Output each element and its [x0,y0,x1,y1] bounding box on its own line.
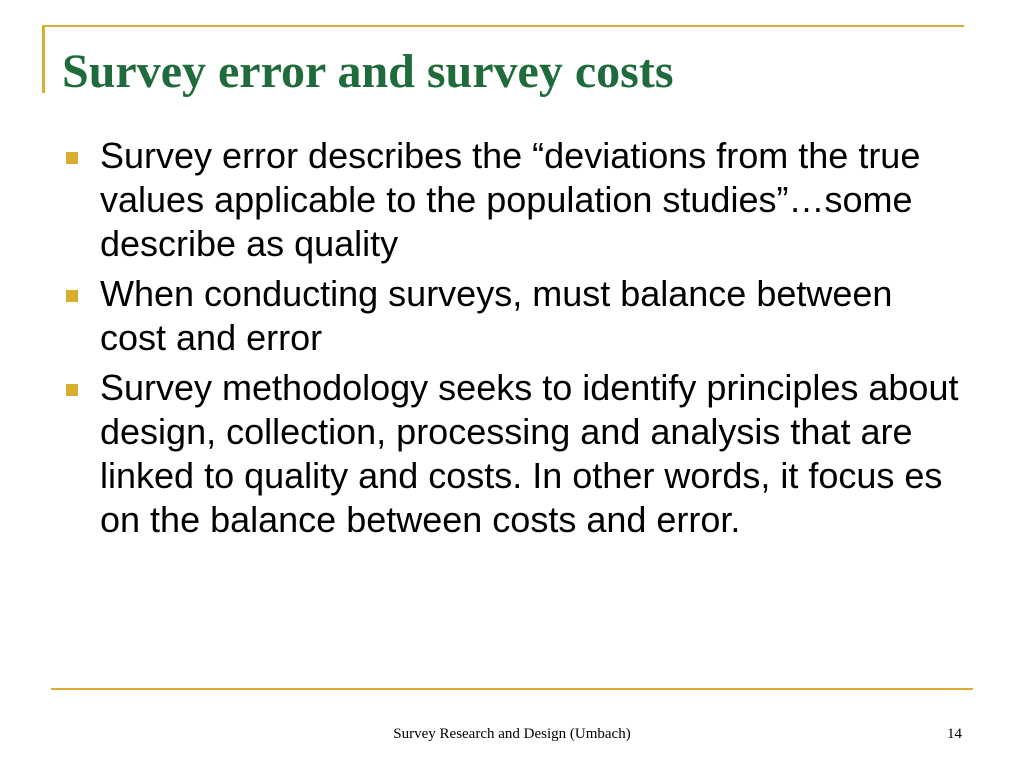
bullet-list [62,134,962,548]
bullet-text: Survey error describes the “deviations from the true values applicable to the population studies”…some describe as quality [100,135,921,264]
bullet-item [62,272,962,360]
footer-divider [51,688,973,690]
bullet-item [62,366,962,542]
bullet-text: When conducting surveys, must balance between cost and error [100,273,893,358]
footer-text: Survey Research and Design (Umbach) [393,726,631,742]
square-bullet-icon [66,290,78,302]
square-bullet-icon [66,152,78,164]
bullet-text: Survey methodology seeks to identify principles about design, collection, processing and analysis that are linked to quality and costs. In other words, it focus es on the balance between costs and error. [100,367,959,540]
square-bullet-icon [66,384,78,396]
slide-title: Survey error and survey costs [62,45,674,98]
title-accent-vertical-line [42,25,45,93]
title-accent-top-line [42,25,964,27]
page-number: 14 [947,726,962,742]
bullet-item [62,134,962,266]
